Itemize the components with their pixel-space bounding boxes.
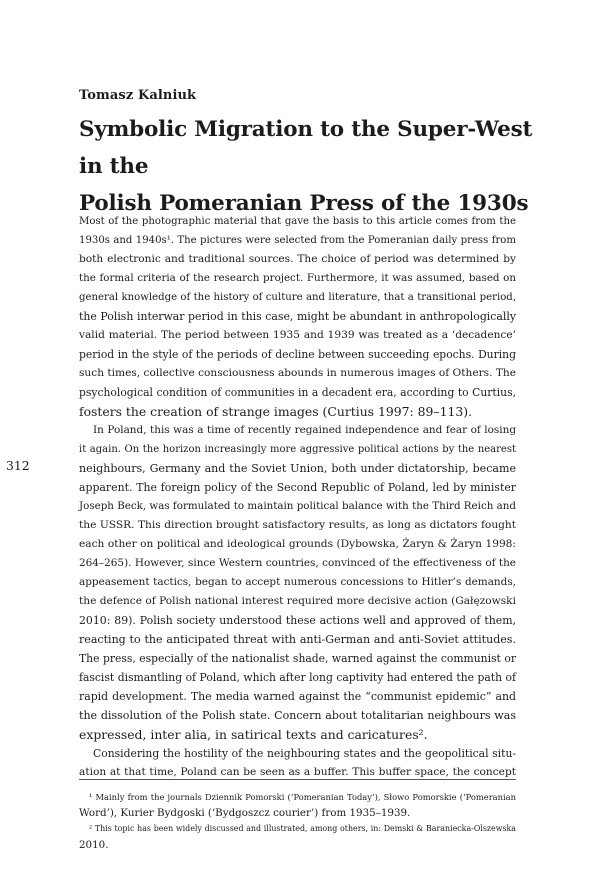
body-line: fosters the creation of strange images (Curtius 1997: 89–113). (79, 404, 473, 420)
body-line: 1930s and 1940s¹. The pictures were selected from the Pomeranian daily press from (79, 235, 516, 247)
body-line: 264–265). However, since Western countries, convinced of the effectiveness of the (79, 557, 516, 570)
body-line: expressed, inter alia, in satirical texts and caricatures². (79, 727, 428, 743)
article-title (79, 111, 539, 222)
article-title-line-2: Polish Pomeranian Press of the 1930s (79, 191, 529, 216)
footnote-divider (79, 779, 516, 780)
body-line: appeasement tactics, began to accept numerous concessions to Hitler’s demands, (79, 576, 516, 589)
body-line: fascist dismantling of Poland, which after long captivity had entered the path of (79, 671, 516, 685)
body-line: psychological condition of communities in a decadent era, according to Curtius, (79, 386, 516, 400)
footnote-line: 2010. (79, 839, 109, 851)
body-line: period in the style of the periods of decline between succeeding epochs. During (79, 348, 516, 362)
body-line: 2010: 89). Polish society understood these actions well and approved of them, (79, 614, 516, 628)
body-line: the Polish interwar period in this case, might be abundant in anthropologically (79, 310, 516, 324)
body-line: valid material. The period between 1935 and 1939 was treated as a ‘decadence’ (79, 329, 516, 342)
body-line: the dissolution of the Polish state. Concern about totalitarian neighbours was (79, 709, 516, 723)
body-line: each other on political and ideological grounds (Dybowska, Żaryn & Żaryn 1998: (79, 538, 516, 551)
body-line: both electronic and traditional sources. The choice of period was determined by (79, 253, 516, 266)
footnotes (79, 789, 516, 853)
body-line: it again. On the horizon increasingly more aggressive political actions by the nearest (79, 444, 516, 456)
body-line: Most of the photographic material that gave the basis to this article comes from the (79, 216, 516, 227)
body-line: Joseph Beck, was formulated to maintain political balance with the Third Reich and (79, 500, 516, 513)
body-text (79, 212, 516, 782)
body-line: the defence of Polish national interest required more decisive action (Gałęzowski (79, 595, 516, 608)
page-number: 312 (6, 458, 30, 473)
author-name: Tomasz Kalniuk (79, 88, 197, 103)
footnote-line: ¹ Mainly from the journals Dziennik Pomorski (‘Pomeranian Today’), Słowo Pomorskie (‘Pomeranian (89, 792, 516, 802)
body-line: In Poland, this was a time of recently regained independence and fear of losing (93, 424, 516, 437)
body-line: such times, collective consciousness abounds in numerous images of Others. The (79, 367, 516, 380)
body-line: ation at that time, Poland can be seen as a buffer. This buffer space, the concept (79, 766, 516, 779)
body-line: neighbours, Germany and the Soviet Union, both under dictatorship, became (79, 462, 516, 476)
body-line: apparent. The foreign policy of the Second Republic of Poland, led by minister (79, 481, 516, 495)
body-line: the USSR. This direction brought satisfactory results, as long as dictators fought (79, 519, 516, 532)
body-line: rapid development. The media warned against the “communist epidemic” and (79, 690, 516, 704)
footnote-line: ² This topic has been widely discussed and illustrated, among others, in: Demski & Baraniecka-Olszewska (89, 824, 516, 833)
body-line: Considering the hostility of the neighbouring states and the geopolitical situ- (93, 747, 516, 761)
body-line: general knowledge of the history of culture and literature, that a transitional period, (79, 292, 516, 304)
body-line: the formal criteria of the research project. Furthermore, it was assumed, based on (79, 272, 516, 285)
body-line: The press, especially of the nationalist shade, warned against the communist or (79, 652, 516, 666)
footnote-line: Word’), Kurier Bydgoski (‘Bydgoszcz courier’) from 1935–1939. (79, 807, 411, 819)
body-line: reacting to the anticipated threat with anti-German and anti-Soviet attitudes. (79, 633, 516, 647)
article-title-line-1: Symbolic Migration to the Super-West in the (79, 117, 533, 179)
